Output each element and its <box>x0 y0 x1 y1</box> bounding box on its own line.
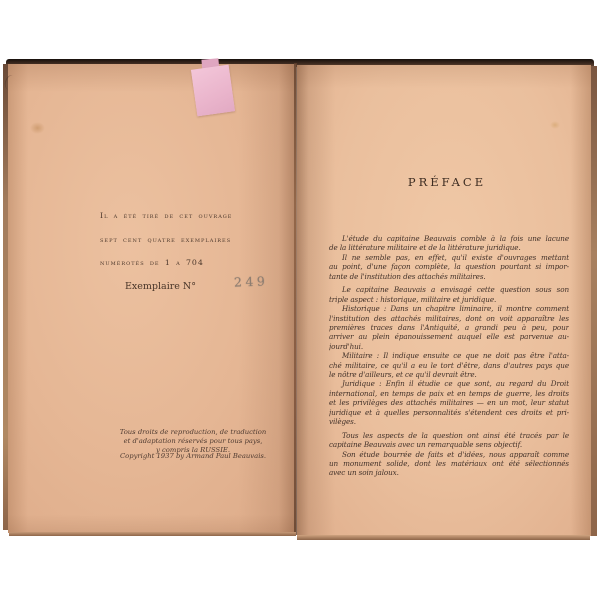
preface-line: ché militaire, ce qu'il a eu le tort d'être, dans d'autres pays que <box>329 360 569 370</box>
preface-line: Historique : Dans un chapitre liminaire, il montre comment <box>342 304 569 314</box>
preface-line: premières traces dans l'Antiquité, a grandi peu à peu, pour <box>329 323 569 333</box>
preface-paragraph <box>329 285 569 304</box>
preface-line: au point, d'une façon complète, la question pourtant si impor- <box>329 262 569 272</box>
rights-line: Tous droits de reproduction, de traduction <box>119 428 267 436</box>
book-right-cover-edge <box>591 66 597 536</box>
preface-line: le nôtre d'ailleurs, et ce qu'il devrait être. <box>329 369 477 379</box>
preface-line: un monument solide, dont les matériaux ont été sélectionnés <box>329 458 569 468</box>
preface-paragraph <box>329 450 569 478</box>
preface-line: de la littérature militaire et de la littérature juridique. <box>329 243 521 253</box>
preface-line: jourd'hui. <box>329 341 364 351</box>
rights-line: y compris la RUSSIE. <box>156 446 230 454</box>
limitation-line: sept cent quatre exemplaires <box>100 234 232 244</box>
preface-paragraph <box>329 431 569 450</box>
bookmark-note[interactable] <box>191 65 235 117</box>
preface-line: Il ne semble pas, en effet, qu'il existe d'ouvrages mettant <box>342 252 569 262</box>
preface-paragraph <box>329 304 569 351</box>
preface-line: arriver au plein épanouissement auquel elle est parvenue au- <box>329 332 569 342</box>
right-page-bottom-edge <box>297 535 590 540</box>
preface-paragraph <box>329 234 569 253</box>
left-page-bottom-edge <box>9 532 296 536</box>
preface-line: Son étude bourrée de faits et d'idées, nous apparaît comme <box>342 449 569 459</box>
rights-line: et d'adaptation réservés pour tous pays, <box>123 437 263 445</box>
preface-line: L'étude du capitaine Beauvais comble à la fois une lacune <box>342 234 569 243</box>
copy-number-stamp: 249 <box>233 273 269 290</box>
preface-line: juridique et à quelles personnalités s'étendent ces droits et pri- <box>329 407 569 417</box>
preface-paragraph <box>329 379 569 426</box>
preface-line: tante de l'institution des attachés militaires. <box>329 271 486 281</box>
preface-paragraph <box>329 351 569 379</box>
preface-line: Juridique : Enfin il étudie ce que sont, au regard du Droit <box>342 379 569 389</box>
preface-line: capitaine Beauvais avec un remarquable sens objectif. <box>329 440 523 450</box>
preface-line: et les privilèges des attachés militaires — en un mot, leur statut <box>329 398 569 408</box>
left-page <box>8 64 296 533</box>
limitation-line: Il a été tiré de cet ouvrage <box>100 211 233 220</box>
preface-title: PRÉFACE <box>407 175 487 189</box>
preface-body <box>329 234 569 478</box>
preface-line: Militaire : Il indique ensuite ce que ne doit pas être l'atta- <box>342 351 569 361</box>
preface-paragraph <box>329 253 569 281</box>
right-page <box>297 65 591 536</box>
limitation-notice <box>100 212 232 283</box>
preface-line: Le capitaine Beauvais a envisagé cette question sous son <box>342 285 569 295</box>
preface-line: vilèges. <box>329 416 356 426</box>
rights-notice <box>68 428 318 455</box>
preface-line: international, en temps de paix et en temps de guerre, les droits <box>329 388 569 398</box>
copyright-line: Copyright 1937 by Armand Paul Beauvais. <box>119 452 267 460</box>
exemplaire-label: Exemplaire N° <box>125 281 196 292</box>
limitation-line: numérotés de 1 a 704 <box>100 258 204 267</box>
preface-line: triple aspect : historique, militaire et juridique. <box>329 294 497 304</box>
page-stain <box>30 122 45 134</box>
preface-line: Tous les aspects de la question ont ainsi été tracés par le <box>342 430 569 440</box>
spine-crease <box>294 63 297 535</box>
page-stain <box>550 121 560 129</box>
preface-line: avec un soin jaloux. <box>329 468 399 478</box>
preface-line: l'institution des attachés militaires, dont on voit apparaître les <box>329 313 569 323</box>
